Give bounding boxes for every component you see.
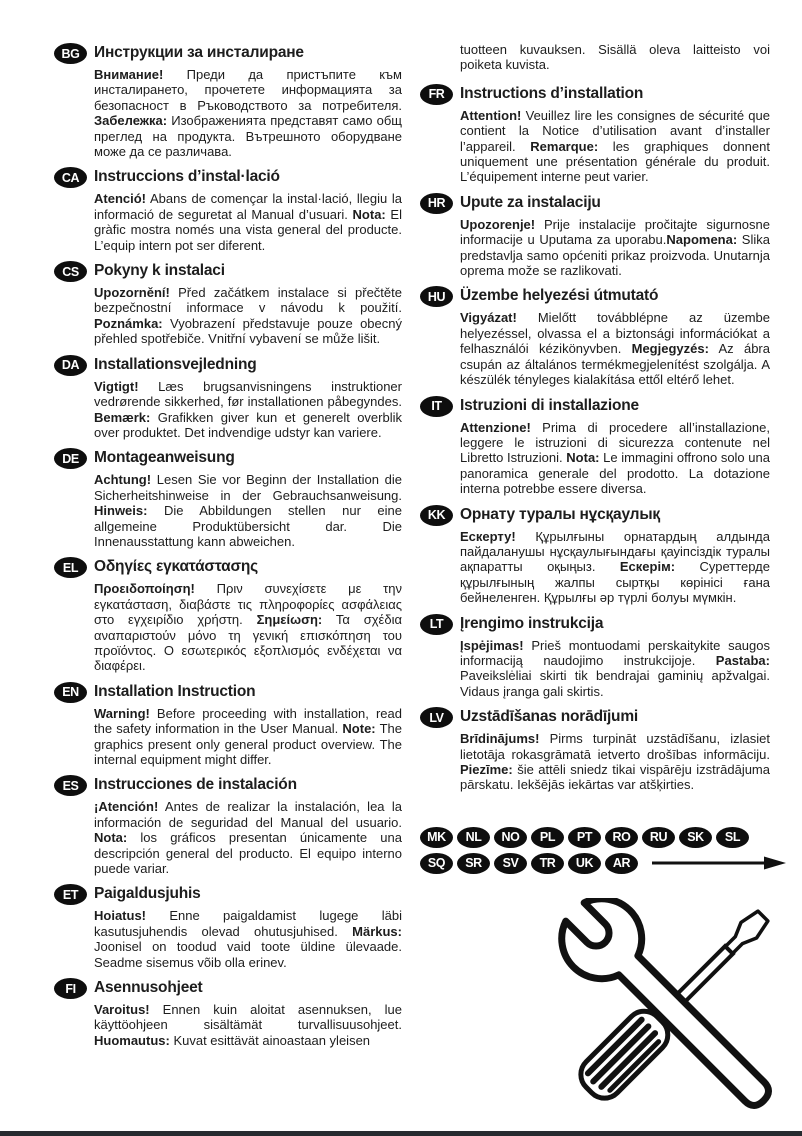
arrow-right-icon	[648, 855, 788, 871]
body-bold-text: Remarque:	[530, 138, 599, 154]
section-body	[94, 191, 402, 253]
section-body	[94, 581, 402, 673]
language-badge-ca: CA	[54, 167, 87, 188]
language-section-el	[54, 556, 402, 673]
language-badge-hu: HU	[420, 286, 453, 307]
language-badge-es: ES	[54, 775, 87, 796]
body-text: Pirms turpināt uzstādīšanu, izlasiet lietotāja rokasgrāmatā ietverto drošības informāciju.	[460, 731, 770, 762]
body-text: Joonisel on toodud vaid toote üldine ülevaade. Seadme sisemus võib olla erinev.	[94, 939, 402, 970]
section-body	[94, 379, 402, 441]
body-text: Before proceeding with installation, read the safety information in the User Manual.	[94, 705, 402, 737]
body-bold-text: Upozorenje!	[460, 216, 536, 232]
body-text: les graphiques donnent uniquement une présentation générale du produit. L’équipement interne peut varier.	[460, 138, 770, 185]
body-bold-text: Vigtigt!	[94, 378, 139, 394]
body-bold-text: Προειδοποίηση!	[94, 581, 195, 597]
body-bold-text: Nota:	[352, 206, 386, 222]
section-content	[460, 706, 770, 793]
body-bold-text: Varoitus!	[94, 1002, 150, 1018]
section-content	[94, 556, 402, 673]
wrench-and-screwdriver-icon	[546, 898, 798, 1121]
language-section-kk	[420, 504, 770, 606]
body-bold-text: Atenció!	[94, 191, 146, 207]
section-title: Installationsvejledning	[94, 355, 257, 373]
body-bold-text: Huomautus:	[94, 1032, 170, 1048]
section-body	[94, 285, 402, 347]
body-bold-text: Забележка:	[94, 113, 168, 129]
language-badge-fr: FR	[420, 84, 453, 105]
body-text: Az ábra csupán az általános termékmegjelenítést szolgálja. A készülék tényleges kialakítása ettől eltérő lehet.	[460, 341, 770, 388]
language-section-lt	[420, 613, 770, 700]
body-text: los gráficos presentan únicamente una descripción general del producto. El equipo interno puede variar.	[94, 830, 402, 877]
section-body	[94, 799, 402, 876]
section-body	[460, 529, 770, 606]
section-content	[460, 83, 770, 185]
section-content	[460, 395, 770, 497]
language-badge-sk: SK	[679, 827, 712, 848]
body-bold-text: Achtung!	[94, 472, 152, 488]
body-bold-text: Warning!	[94, 705, 150, 721]
language-section-es	[54, 774, 402, 876]
section-title: Орнату туралы нұсқаулық	[460, 505, 660, 523]
body-bold-text: Napomena:	[666, 232, 738, 248]
language-badge-lt: LT	[420, 614, 453, 635]
section-content	[94, 42, 402, 159]
section-body	[460, 420, 770, 497]
body-text: Πριν συνεχίσετε με την εγκατάσταση, διαβάστε τις πληροφορίες ασφάλειας στο εγχειρίδιο χρήστη.	[94, 581, 402, 628]
body-text: Prieš montuodami perskaitykite saugos informaciją naudojimo instrukcijoje.	[460, 637, 770, 668]
body-text: Paveikslėliai skirti tik bendrajai gaminių apžvalgai. Vidaus įranga gali skirtis.	[460, 668, 770, 699]
body-text: Grafikken giver kun et generelt overblik over produktet. Det indvendige udstyr kan variere.	[94, 409, 402, 440]
language-section-hu	[420, 285, 770, 387]
body-text: Ennen kuin aloitat asennuksen, lue käyttöohjeen sisältämät turvallisuusohjeet.	[94, 1002, 402, 1033]
body-bold-text: Hoiatus!	[94, 908, 146, 924]
language-badge-de: DE	[54, 448, 87, 469]
section-body	[460, 108, 770, 185]
language-badge-bg: BG	[54, 43, 87, 64]
section-title: Istruzioni di installazione	[460, 396, 639, 414]
body-text: Die Abbildungen stellen nur eine allgemeine Produktübersicht dar. Die Innenausstattung kann abweichen.	[94, 503, 402, 549]
language-badge-kk: KK	[420, 505, 453, 526]
body-text: Abans de començar la instal·lació, llegiu la informació de seguretat al Manual d’usuari.	[94, 191, 402, 222]
language-badge-it: IT	[420, 396, 453, 417]
section-content	[94, 774, 402, 876]
body-bold-text: Hinweis:	[94, 503, 148, 519]
more-languages-block	[420, 827, 770, 874]
body-bold-text: Piezīme:	[460, 762, 513, 777]
section-title: Asennusohjeet	[94, 979, 203, 997]
section-title: Instructions d’installation	[460, 84, 644, 102]
language-badge-sq: SQ	[420, 853, 453, 874]
section-content	[94, 260, 402, 347]
language-section-ca	[54, 166, 402, 253]
language-badge-mk: MK	[420, 827, 453, 848]
body-text: Antes de realizar la instalación, lea la información de seguridad del Manual del usuario.	[94, 799, 402, 830]
language-badge-ar: AR	[605, 853, 638, 874]
section-content	[94, 681, 402, 768]
language-badge-sv: SV	[494, 853, 527, 874]
section-title: Upute za instalaciju	[460, 193, 601, 211]
body-text: Суреттерде құрылғының жалпы сыртқы көрінісі ғана бейнеленген. Құрылғы әр түрлі болуы мүмкін.	[460, 559, 770, 606]
body-bold-text: Pastaba:	[715, 652, 770, 668]
language-section-lv	[420, 706, 770, 793]
section-title: Įrengimo instrukcija	[460, 614, 604, 632]
fi-continuation-text	[460, 42, 770, 73]
body-bold-text: Ескерту!	[460, 528, 516, 544]
body-bold-text: Vigyázat!	[460, 310, 517, 326]
language-section-et	[54, 883, 402, 970]
language-badge-cs: CS	[54, 261, 87, 282]
section-body	[460, 217, 770, 279]
body-text: tuotteen kuvauksen. Sisällä oleva laitteisto voi poiketa kuvista.	[460, 42, 770, 73]
language-badge-uk: UK	[568, 853, 601, 874]
section-body	[460, 310, 770, 387]
body-bold-text: Märkus:	[352, 923, 402, 939]
section-body	[94, 706, 402, 768]
language-badge-hr: HR	[420, 193, 453, 214]
language-badge-ro: RO	[605, 827, 638, 848]
language-badge-en: EN	[54, 682, 87, 703]
body-text: šie attēli sniedz tikai vispārēju izstrādājuma pārskatu. Iekšējās iekārtas var atšķirties.	[460, 762, 770, 793]
body-bold-text: Upozornění!	[94, 285, 170, 301]
language-badge-pl: PL	[531, 827, 564, 848]
language-badge-row-2	[420, 853, 770, 874]
body-text: The graphics present only general product overview. The internal equipment might differ.	[94, 721, 402, 767]
body-text: Kuvat esittävät ainoastaan yleisen	[169, 1032, 371, 1048]
body-bold-text: Nota:	[94, 830, 128, 846]
section-title: Paigaldusjuhis	[94, 885, 201, 903]
body-bold-text: ¡Atención!	[94, 799, 159, 815]
body-bold-text: Įspėjimas!	[460, 637, 524, 653]
body-bold-text: Bemærk:	[94, 409, 151, 425]
section-body	[94, 67, 402, 159]
section-title: Uzstādīšanas norādījumi	[460, 708, 639, 726]
body-text: Құрылғыны орнатардың алдында пайдаланушы нұсқаулығындағы қауіпсіздік туралы ақпаратты оқыңыз.	[460, 528, 770, 575]
body-text: Enne paigaldamist lugege läbi kasutusjuhendis olevad ohutusjuhised.	[94, 908, 402, 939]
language-section-hr	[420, 192, 770, 279]
language-section-fr	[420, 83, 770, 185]
body-text: Slika predstavlja samo općeniti prikaz proizvoda. Unutarnja oprema može se razlikovati.	[460, 232, 770, 279]
section-content	[94, 166, 402, 253]
section-title: Instrucciones de instalación	[94, 776, 297, 794]
language-section-da	[54, 354, 402, 441]
body-bold-text: Ескерім:	[619, 559, 676, 575]
body-text: Mielőtt továbblépne az üzembe helyezéssel, olvassa el a biztonsági információkat a felhasználói kézikönyvben.	[460, 310, 770, 357]
language-badge-ru: RU	[642, 827, 675, 848]
section-body	[94, 1002, 402, 1048]
section-content	[94, 977, 402, 1048]
right-column	[420, 42, 770, 879]
language-badge-da: DA	[54, 355, 87, 376]
section-body	[94, 472, 402, 549]
language-badge-pt: PT	[568, 827, 601, 848]
language-badge-tr: TR	[531, 853, 564, 874]
body-bold-text: Attention!	[460, 107, 522, 123]
body-text: Prima di procedere all’installazione, leggere le istruzioni di sicurezza contenute nel Libretto Istruzioni.	[460, 419, 770, 466]
section-content	[94, 447, 402, 549]
body-text: Před začátkem instalace si přečtěte bezpečnostní informace v návodu k použití.	[94, 285, 402, 316]
body-text: El gràfic mostra només una vista general del producte. L’equip intern pot ser diferent.	[94, 206, 402, 253]
body-bold-text: Attenzione!	[460, 419, 531, 435]
body-bold-text: Poznámka:	[94, 315, 163, 331]
section-content	[460, 192, 770, 279]
language-badge-row-1	[420, 827, 770, 848]
body-bold-text: Внимание!	[94, 67, 164, 82]
language-section-it	[420, 395, 770, 497]
language-section-en	[54, 681, 402, 768]
section-title: Pokyny k instalaci	[94, 262, 225, 280]
section-body	[94, 908, 402, 970]
body-text: Τα σχέδια αναπαριστούν μόνο τη γενική επισκόπηση του προϊόντος. Ο εσωτερικός εξοπλισμός ενδέχεται να διαφέρει.	[94, 612, 402, 674]
language-section-de	[54, 447, 402, 549]
language-section-fi	[54, 977, 402, 1048]
body-bold-text: Σημείωση:	[256, 612, 323, 628]
language-badge-fi: FI	[54, 978, 87, 999]
body-text: Преди да пристъпите към инсталирането, прочетете информацията за безопасност в Ръководството за потребителя.	[94, 67, 402, 113]
language-badge-lv: LV	[420, 707, 453, 728]
language-badge-no: NO	[494, 827, 527, 848]
language-badge-nl: NL	[457, 827, 490, 848]
page-bottom-edge	[0, 1131, 802, 1136]
section-title: Installation Instruction	[94, 682, 256, 700]
left-column	[54, 42, 402, 1055]
section-title: Οδηγίες εγκατάστασης	[94, 558, 258, 576]
section-title: Montageanweisung	[94, 449, 235, 467]
right-sections	[420, 83, 770, 793]
language-badge-et: ET	[54, 884, 87, 905]
language-badge-sl: SL	[716, 827, 749, 848]
body-text: Prije instalacije pročitajte sigurnosne informacije u Uputama za uporabu.	[460, 216, 770, 248]
body-text: Изображенията представят само общ преглед на продукта. Вътрешното оборудване може да се различава.	[94, 113, 402, 160]
section-title: Инструкции за инсталиране	[94, 44, 304, 61]
body-bold-text: Megjegyzés:	[631, 341, 709, 357]
body-text: Lesen Sie vor Beginn der Installation die Sicherheitshinweise in der Gebrauchsanweisung.	[94, 472, 402, 503]
section-content	[460, 285, 770, 387]
section-title: Instruccions d’instal·lació	[94, 168, 280, 186]
language-section-bg	[54, 42, 402, 159]
section-title: Üzembe helyezési útmutató	[460, 287, 659, 305]
section-content	[94, 883, 402, 970]
section-body	[460, 638, 770, 700]
body-bold-text: Nota:	[566, 450, 600, 466]
body-bold-text: Brīdinājums!	[460, 731, 540, 747]
language-badge-sr: SR	[457, 853, 490, 874]
section-content	[460, 613, 770, 700]
language-badge-el: EL	[54, 557, 87, 578]
section-content	[460, 504, 770, 606]
body-text: Læs brugsanvisningens instruktioner vedrørende sikkerhed, før installationen påbegyndes.	[94, 378, 402, 410]
body-text: Le immagini offrono solo una panoramica generale del prodotto. La dotazione interna potrebbe essere diversa.	[460, 450, 771, 497]
body-bold-text: Note:	[342, 721, 376, 737]
language-section-cs	[54, 260, 402, 347]
section-content	[94, 354, 402, 441]
body-text: Vyobrazení představuje pouze obecný přehled spotřebiče. Vnitřní vybavení se může lišit.	[94, 315, 402, 347]
section-body	[460, 731, 770, 793]
body-text: Veuillez lire les consignes de sécurité que contient la Notice d’utilisation avant d’installer l’appareil.	[460, 107, 770, 154]
